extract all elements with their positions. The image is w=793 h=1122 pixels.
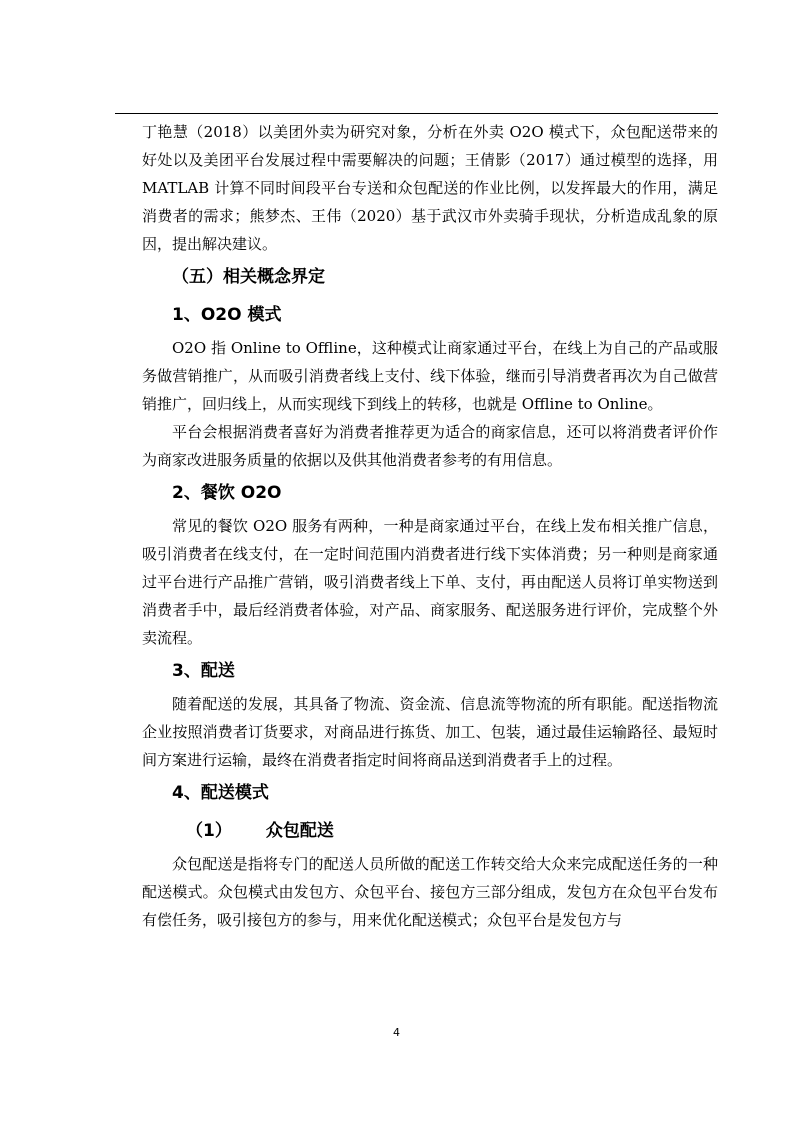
heading-catering-o2o: 2、餐饮 O2O: [172, 483, 282, 503]
heading-o2o-model: 1、O2O 模式: [172, 305, 282, 325]
header-rule: [115, 113, 718, 114]
subheading-crowdsourced-delivery: [142, 812, 718, 850]
subheading-number: （1）: [186, 821, 232, 841]
intro-paragraph: 丁艳慧（2018）以美团外卖为研究对象，分析在外卖 O2O 模式下，众包配送带来的好处以及美团平台发展过程中需要解决的问题；王倩影（2017）通过模型的选择，用 MATLAB 计算不同时间段平台专送和众包配送的作业比例，以发挥最大的作用，满足消费者的需求；熊梦杰、王伟（2020）基于武汉市外卖骑手现状，分析造成乱象的原因，提出解决建议。: [142, 123, 718, 253]
subheading-text: 众包配送: [265, 821, 334, 841]
crowd-paragraph: 众包配送是指将专门的配送人员所做的配送工作转交给大众来完成配送任务的一种配送模式。众包模式由发包方、众包平台、接包方三部分组成，发包方在众包平台发布有偿任务，吸引接包方的参与，用来优化配送模式；众包平台是发包方与: [142, 855, 718, 929]
page-body: [142, 118, 718, 934]
section-heading-concepts: （五）相关概念界定: [172, 267, 325, 287]
delivery-paragraph: 随着配送的发展，其具备了物流、资金流、信息流等物流的所有职能。配送指物流企业按照消费者订货要求，对商品进行拣货、加工、包装，通过最佳运输路径、最短时间方案进行运输，最终在消费者指定时间将商品送到消费者手上的过程。: [142, 695, 718, 769]
o2o-paragraph-2: 平台会根据消费者喜好为消费者推荐更为适合的商家信息，还可以将消费者评价作为商家改进服务质量的依据以及供其他消费者参考的有用信息。: [142, 423, 718, 469]
catering-paragraph: 常见的餐饮 O2O 服务有两种，一种是商家通过平台，在线上发布相关推广信息，吸引消费者在线支付，在一定时间范围内消费者进行线下实体消费；另一种则是商家通过平台进行产品推广营销，吸引消费者线上下单、支付，再由配送人员将订单实物送到消费者手中，最后经消费者体验，对产品、商家服务、配送服务进行评价，完成整个外卖流程。: [142, 517, 718, 647]
heading-delivery: 3、配送: [172, 661, 235, 681]
heading-delivery-modes: 4、配送模式: [172, 783, 269, 803]
page-number: 4: [393, 1026, 400, 1039]
o2o-paragraph-1: O2O 指 Online to Offline，这种模式让商家通过平台，在线上为自己的产品或服务做营销推广，从而吸引消费者线上支付、线下体验，继而引导消费者再次为自己做营销推广，回归线上，从而实现线下到线上的转移，也就是 Offline to Online。: [142, 339, 718, 413]
